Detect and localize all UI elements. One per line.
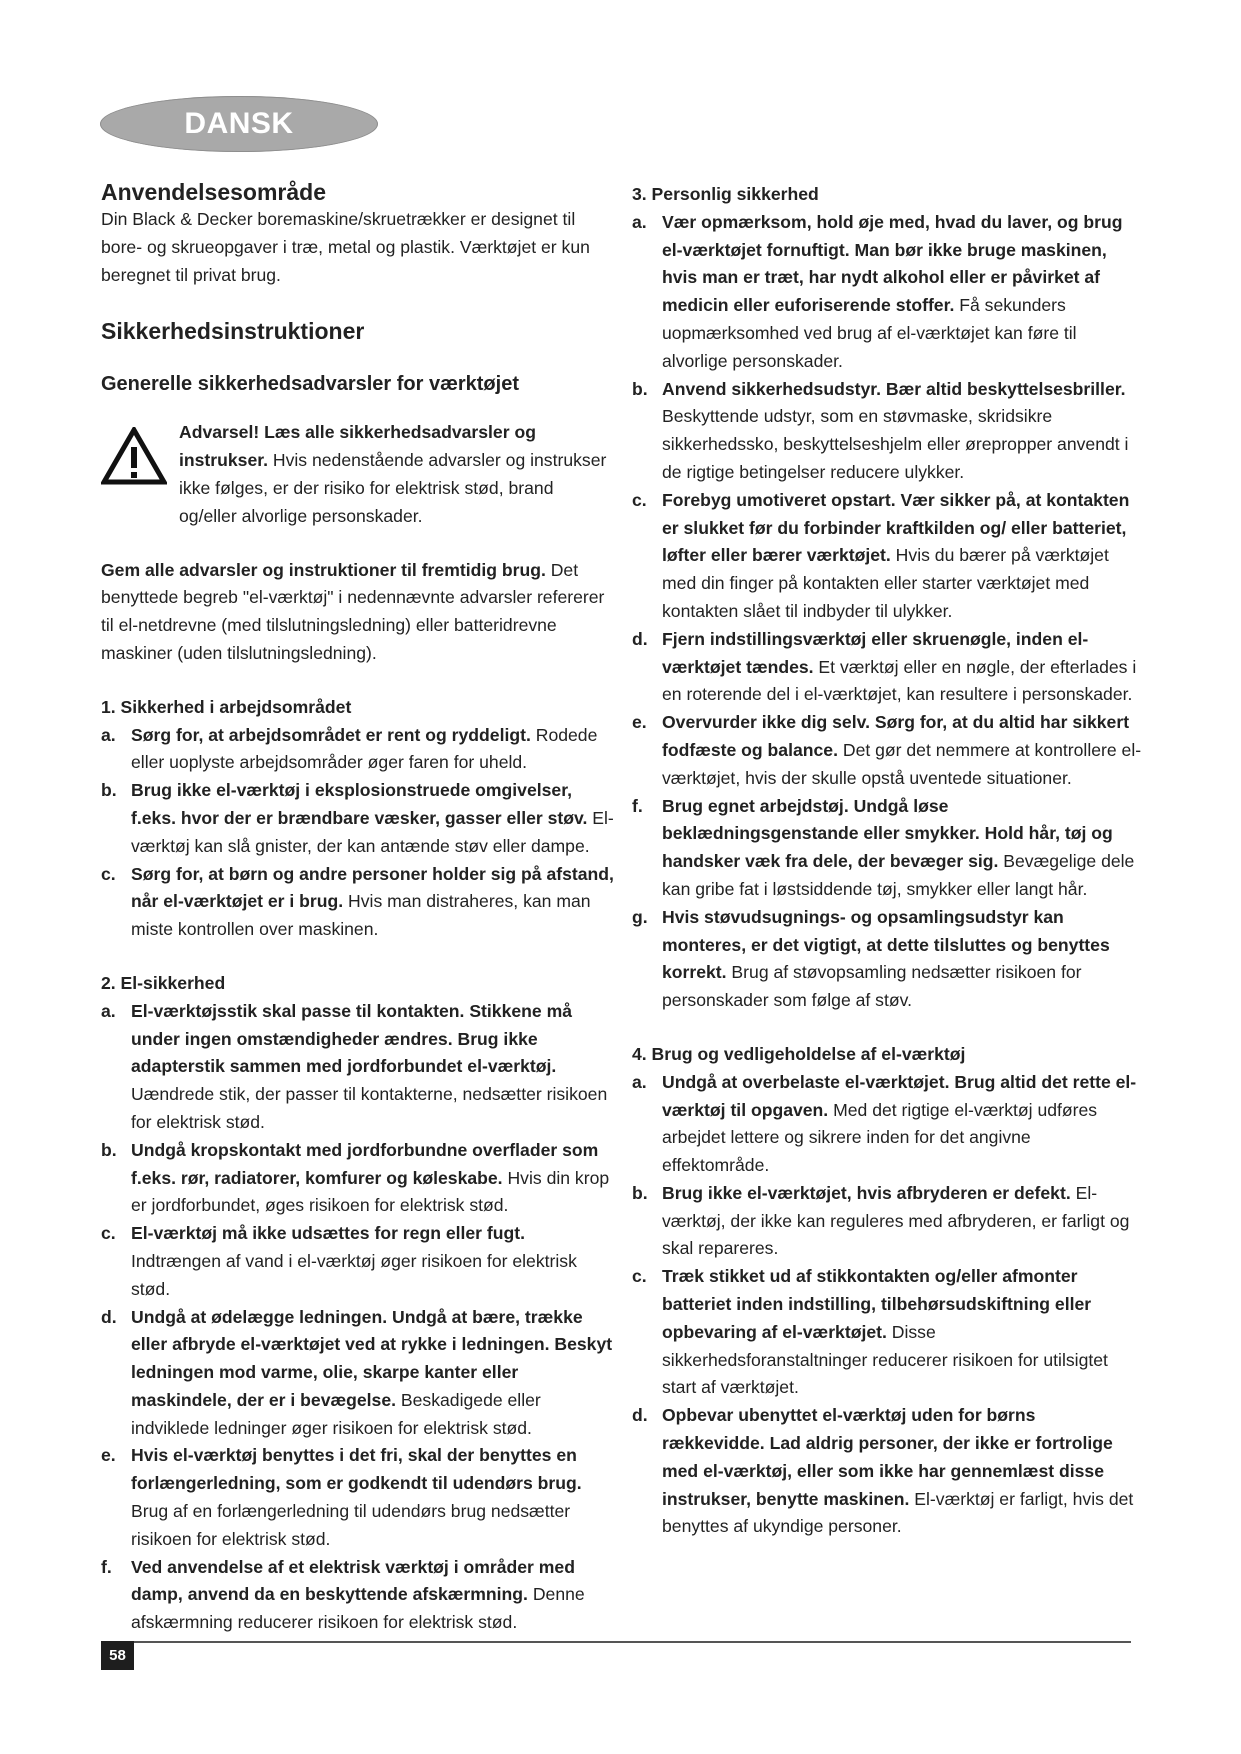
list-item: b. Anvend sikkerhedsudstyr. Bær altid beskyttelsesbriller. Beskyttende udstyr, som en støvmaske, skridsikre sikkerhedssko, beskyttelseshjelm eller ørepropper anvendt i de rigtige betingelser reducere ulykker. bbox=[632, 378, 1129, 482]
section-1-list bbox=[101, 722, 616, 944]
list-item: c. Sørg for, at børn og andre personer holder sig på afstand, når el-værktøjet er i brug. Hvis man distraheres, kan man miste kontrollen over maskinen. bbox=[101, 863, 614, 940]
intro-heading: Anvendelsesområde bbox=[101, 179, 326, 205]
list-item: f. Ved anvendelse af et elektrisk værktøj i områder med damp, anvend da en beskyttende afskærmning. Denne afskærmning reducerer risikoen for elektrisk stød. bbox=[101, 1556, 585, 1633]
section-2-list bbox=[101, 998, 616, 1637]
list-item: b. Brug ikke el-værktøj i eksplosionstruede omgivelser, f.eks. hvor der er brændbare væsker, gasser eller støv. El-værktøj kan slå gnister, der kan antænde støv eller dampe. bbox=[101, 780, 614, 856]
list-item: d. Fjern indstillingsværktøj eller skruenøgle, inden el-værktøjet tændes. Et værktøj eller en nøgle, der efterlades i en roterende del i el-værktøjet, kan resultere i personskader. bbox=[632, 628, 1137, 705]
list-item: c. El-værktøj må ikke udsættes for regn eller fugt. Indtrængen af vand i el-værktøj øger risikoen for elektrisk stød. bbox=[101, 1223, 577, 1299]
warning-bold: Advarsel! Læs alle sikkerhedsadvarsler og instrukser. bbox=[179, 422, 536, 471]
list-item: a. Undgå at overbelaste el-værktøjet. Brug altid det rette el-værktøj til opgaven. Med det rigtige el-værktøj udføres arbejdet lettere og sikrere inden for det angivne effektområde. bbox=[632, 1071, 1137, 1176]
general-warnings-heading: Generelle sikkerhedsadvarsler for værktøjet bbox=[101, 373, 519, 396]
language-badge-label: DANSK bbox=[184, 107, 294, 140]
warning-block bbox=[101, 419, 616, 530]
section-2-heading: 2. El-sikkerhed bbox=[101, 972, 226, 993]
list-item: c. Forebyg umotiveret opstart. Vær sikker på, at kontakten er slukket før du forbinder kraftkilden og/ eller batteriet, løfter eller bærer værktøjet. Hvis du bærer på værktøjet med din finger på kontakten eller starter værktøjet med kontakten slået til indbyder til ulykker. bbox=[632, 489, 1130, 621]
list-item: a. Sørg for, at arbejdsområdet er rent og ryddeligt. Rodede eller uoplyste arbejdsområder øger faren for uheld. bbox=[101, 724, 598, 773]
list-item: b. Undgå kropskontakt med jordforbundne overflader som f.eks. rør, radiatorer, komfurer og køleskabe. Hvis din krop er jordforbundet, øges risikoen for elektrisk stød. bbox=[101, 1139, 610, 1216]
safety-heading: Sikkerhedsinstruktioner bbox=[101, 318, 365, 345]
list-item: d. Opbevar ubenyttet el-værktøj uden for børns rækkevidde. Lad aldrig personer, der ikke er fortrolige med el-værktøj, eller som ikke har gennemlæst disse instrukser, benytte maskinen. El-værktøj er farligt, hvis det benyttes af ukyndige personer. bbox=[632, 1405, 1134, 1537]
page-number: 58 bbox=[101, 1641, 134, 1670]
list-item: b. Brug ikke el-værktøjet, hvis afbryderen er defekt. El-værktøj, der ikke kan reguleres med afbryderen, er farligt og skal repareres. bbox=[632, 1182, 1130, 1259]
language-badge bbox=[100, 96, 378, 152]
list-item: c. Træk stikket ud af stikkontakten og/eller afmonter batteriet inden indstilling, tilbehørsudskiftning eller opbevaring af el-værktøjet. Disse sikkerhedsforanstaltninger reducerer risikoen for utilsigtet start af værktøjet. bbox=[632, 1266, 1108, 1398]
list-item: a. Vær opmærksom, hold øje med, hvad du laver, og brug el-værktøjet fornuftigt. Man bør ikke bruge maskinen, hvis man er træt, har nydt alkohol eller er påvirket af medicin eller euforiserende stoffer. Få sekunders uopmærksomhed ved brug af el-værktøjet kan føre til alvorlige personskader. bbox=[632, 211, 1123, 371]
list-item: d. Undgå at ødelægge ledningen. Undgå at bære, trække eller afbryde el-værktøjet ved at rykke i ledningen. Beskyt ledningen mod varme, olie, skarpe kanter eller maskindele, der er i bevægelse. Beskadigede eller indviklede ledninger øger risikoen for elektrisk stød. bbox=[101, 1306, 613, 1438]
list-item: a. El-værktøjsstik skal passe til kontakten. Stikkene må under ingen omstændigheder ændres. Brug ikke adapterstik sammen med jordforbundet el-værktøj. Uændrede stik, der passer til kontakterne, nedsætter risikoen for elektrisk stød. bbox=[101, 1000, 608, 1132]
keep-instructions-paragraph bbox=[101, 557, 616, 668]
keep-bold: Gem alle advarsler og instruktioner til fremtidig brug. bbox=[101, 559, 546, 580]
list-item: e. Hvis el-værktøj benyttes i det fri, skal der benyttes en forlængerledning, som er godkendt til udendørs brug. Brug af en forlængerledning til udendørs brug nedsætter risikoen for elektrisk stød. bbox=[101, 1445, 582, 1549]
warning-text: Hvis nedenstående advarsler og instrukser ikke følges, er der risiko for elektrisk stød, brand og/eller alvorlige personskader. bbox=[179, 450, 607, 526]
section-1-heading: 1. Sikkerhed i arbejdsområdet bbox=[101, 696, 352, 717]
section-3-heading: 3. Personlig sikkerhed bbox=[632, 184, 819, 204]
section-4-list bbox=[632, 1069, 1142, 1542]
list-item: f. Brug egnet arbejdstøj. Undgå løse beklædningsgenstande eller smykker. Hold hår, tøj og handsker væk fra dele, der bevæger sig. Bevægelige dele kan gribe fat i løstsiddende tøj, smykker eller langt hår. bbox=[632, 795, 1135, 899]
section-3-list bbox=[632, 209, 1142, 1015]
list-item: g. Hvis støvudsugnings- og opsamlingsudstyr kan monteres, er det vigtigt, at dette tilsluttes og benyttes korrekt. Brug af støvopsamling nedsætter risikoen for personskader som følge af støv. bbox=[632, 906, 1110, 1011]
right-column bbox=[632, 181, 1142, 1541]
intro-text: Din Black & Decker boremaskine/skruetrækker er designet til bore- og skrueopgaver i træ, metal og plastik. Værktøjet er kun beregnet til privat brug. bbox=[101, 209, 590, 285]
warning-triangle-icon bbox=[101, 427, 167, 485]
section-4-heading: 4. Brug og vedligeholdelse af el-værktøj bbox=[632, 1043, 966, 1064]
footer-divider bbox=[101, 1641, 1131, 1643]
left-column bbox=[101, 178, 616, 1637]
keep-text: Det benyttede begreb "el-værktøj" i nedennævnte advarsler refererer til el-netdrevne (med tilslutningsledning) eller batteridrevne maskiner (uden tilslutningsledning). bbox=[101, 559, 605, 663]
list-item: e. Overvurder ikke dig selv. Sørg for, at du altid har sikkert fodfæste og balance. Det gør det nemmere at kontrollere el-værktøjet, hvis der skulle opstå uventede situationer. bbox=[632, 712, 1142, 788]
